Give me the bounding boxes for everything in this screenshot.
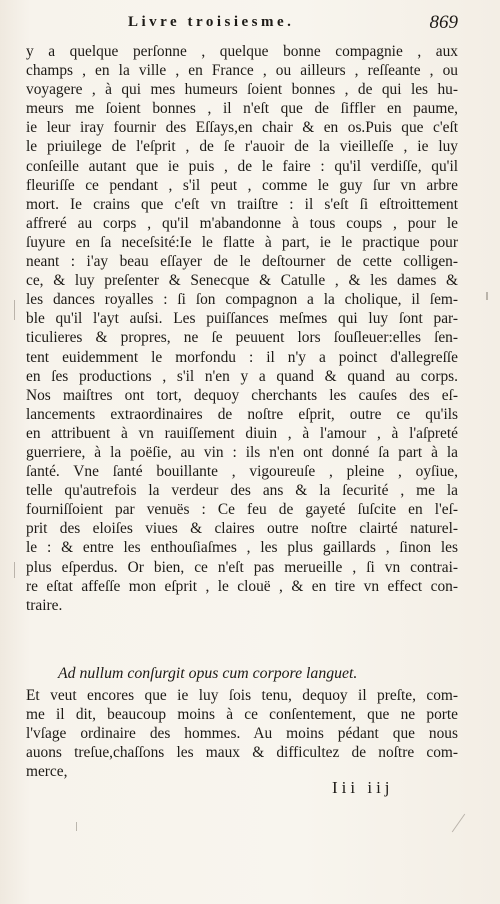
- text-line: traire.: [26, 596, 63, 614]
- text-line: le priuilege de l'eſprit , de ſe r'auoir de la vieilleſſe , ie luy: [26, 138, 458, 156]
- text-line: l'vſage ordinaire des hommes. Au moins pédant que nous: [26, 725, 458, 743]
- text-line: y a quelque perſonne , quelque bonne compagnie , aux: [26, 43, 458, 60]
- text-line: plus eſperdus. Or bien, ce n'eſt pas merueille , ſi vn contrai-: [26, 558, 458, 576]
- margin-mark: [452, 814, 465, 833]
- margin-mark: [14, 562, 15, 578]
- text-line: Nos maiſtres ont tort, dequoy cherchants les cauſes des eſ-: [26, 386, 458, 404]
- text-line: prit des eloiſes viues & claires outre noſtre clairté naturel-: [26, 520, 458, 538]
- margin-mark: [76, 822, 77, 831]
- text-line: re eſtat affeſſe mon eſprit , le clouë , & en tire vn effect con-: [26, 577, 458, 595]
- text-line: auons treſue,chaſſons les maux & difficultez de noſtre com-: [26, 744, 458, 762]
- paragraph-second: [26, 686, 458, 781]
- text-line: ſanté. Vne ſanté bouillante , vigoureuſe , pleine , oyſiue,: [26, 463, 458, 481]
- text-line: conſeille autant que ie puis , de le faire : qu'il verdiſſe, qu'il: [26, 157, 458, 175]
- text-line: tent euidemment le morfondu : il n'y a poinct d'allegreſſe: [26, 348, 458, 366]
- latin-quotation: Ad nullum conſurgit opus cum corpore languet.: [58, 665, 358, 682]
- text-line: ble qu'il l'ayt auſsi. Les puiſſances meſmes qui luy ſont par-: [26, 310, 458, 328]
- text-line: fourniſſoient par venuës : Ce feu de gayeté ſuſcite en l'eſ-: [26, 501, 458, 519]
- text-line: ce, & luy preſenter & Senecque & Catulle , & les dames &: [26, 272, 458, 290]
- text-line: me il dit, beaucoup moins à ce conſentement, que ne porte: [26, 706, 458, 724]
- margin-mark: [14, 300, 15, 320]
- text-line: le : & entre les enthouſiaſmes , les plus gaillards , ſinon les: [26, 539, 458, 557]
- text-line: en attribuent à vn rauiſſement diuin , à l'amour , à l'aſpreté: [26, 424, 458, 442]
- text-line: Et veut encores que ie luy ſois tenu, dequoy il preſte, com-: [26, 687, 458, 704]
- text-line: meurs me ſoient bonnes , il n'eſt que de ſiffler en paume,: [26, 100, 458, 118]
- margin-mark: [486, 292, 488, 300]
- text-line: merce,: [26, 763, 68, 781]
- text-line: ticulieres & propres, ne ſe peuuent lors ſouſleuer:elles ſen-: [26, 329, 458, 347]
- text-line: guerriere, à la poëſie, au vin : ils n'en ont donné ſa part à la: [26, 443, 458, 461]
- running-title: Livre troisiesme.: [128, 14, 295, 30]
- text-line: ie leur iray fournir des Eſſays,en chair & en os.Puis que c'eſt: [26, 119, 458, 137]
- text-line: mort. Ie crains que c'eſt vn traiſtre : il s'eſt ſi eſtroittement: [26, 195, 458, 213]
- text-line: fleuriſſe ce pendant , s'il peut , comme le guy ſur vn arbre: [26, 176, 458, 194]
- text-line: lancements extraordinaires de noſtre eſprit, outre ce qu'ils: [26, 405, 458, 423]
- paragraph-main: [26, 42, 458, 615]
- text-line: ſuyure en ſa neceſsité:Ie le flatte à part, ie le practique pour: [26, 233, 458, 251]
- text-line: les dances royalles : ſi ſon compagnon a la cholique, il ſem-: [26, 291, 458, 309]
- running-head: [0, 14, 500, 38]
- text-line: affreré au corps , qu'il m'abandonne à tous coups , pour le: [26, 214, 458, 232]
- text-line: neant : i'ay beau eſſayer de le deſtourner de cette colligen-: [26, 253, 458, 271]
- text-line: en ſes productions , s'il n'en y a quand & quand au corps.: [26, 367, 458, 385]
- page-number: 869: [429, 12, 458, 33]
- text-line: telle qu'autrefois la verdeur des ans & la ſecurité , me la: [26, 482, 458, 500]
- text-line: champs , en la ville , en France , ou ailleurs , reſſeante , ou: [26, 62, 458, 80]
- text-line: voyagere , à qui mes humeurs ſoient bonnes , de qui les hu-: [26, 81, 458, 99]
- signature-mark: Iii iij: [332, 778, 394, 797]
